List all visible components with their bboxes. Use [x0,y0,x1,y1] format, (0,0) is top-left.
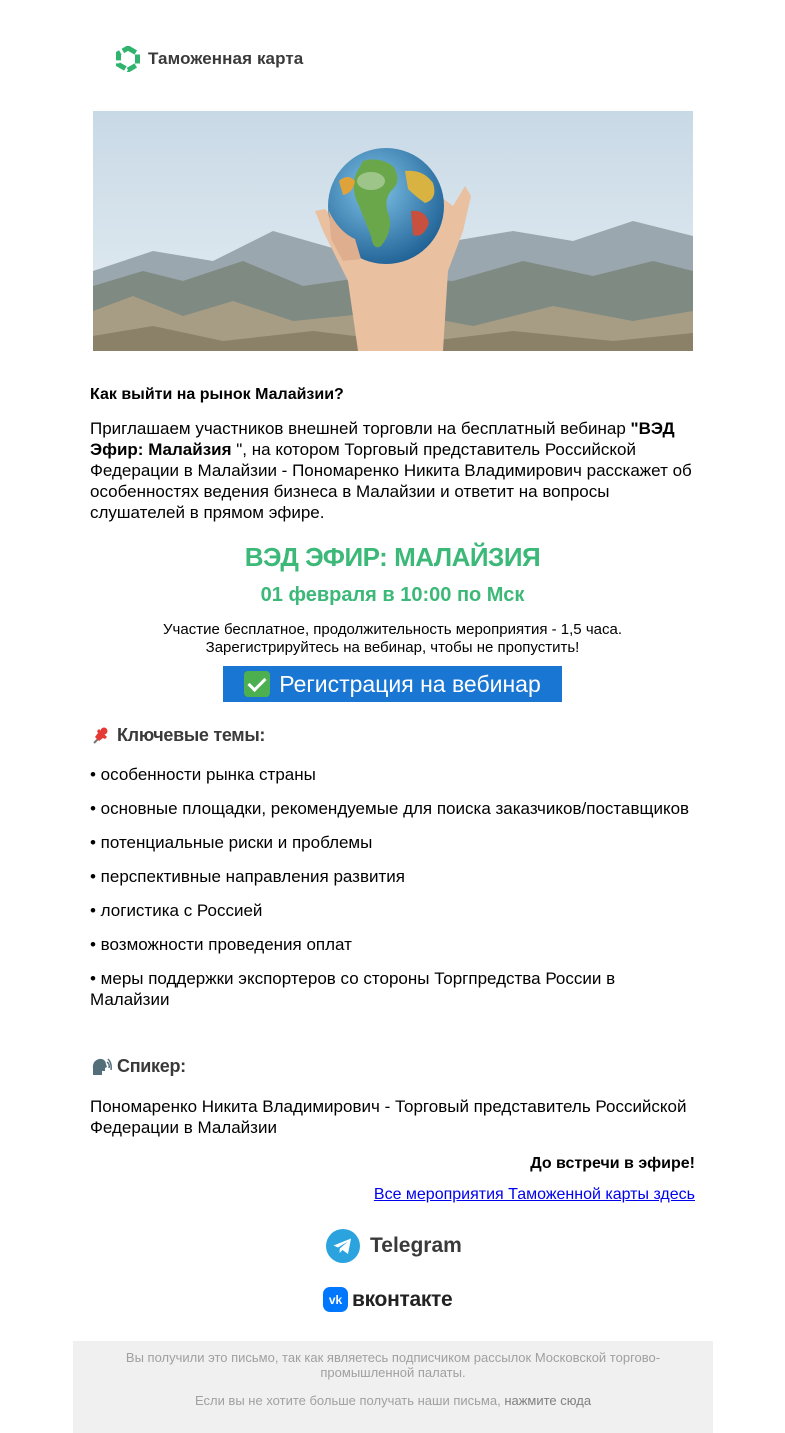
list-item: • возможности проведения оплат [90,935,352,954]
closing-text: До встречи в эфире! [530,1155,695,1172]
intro-text-start: Приглашаем участников внешней торговли на бесплатный вебинар [90,419,631,438]
speaking-head-icon [90,1055,112,1077]
list-item: • особенности рынка страны [90,765,316,784]
vk-icon: vk [323,1287,348,1312]
list-item: • основные площадки, рекомендуемые для поиска заказчиков/поставщиков [90,799,690,818]
list-item: • потенциальные риски и проблемы [90,833,373,852]
topics-heading [90,724,265,746]
unsubscribe-link[interactable]: нажмите сюда [504,1393,592,1408]
globe-in-hand-photo [93,111,693,351]
speaker-text: Пономаренко Никита Владимирович - Торговый представитель Российской Федерации в Малайзии [90,1097,687,1137]
event-date: 01 февраля в 10:00 по Мск [260,584,525,606]
event-info-line: Зарегистрируйтесь на вебинар, чтобы не пропустить! [205,639,580,656]
vk-label: вконтакте [352,1287,453,1311]
hero-image [93,111,693,351]
list-item: • логистика с Россией [90,901,263,920]
list-item: • меры поддержки экспортеров со стороны Торгпредства России в Малайзии [90,969,616,1009]
event-title: ВЭД ЭФИР: МАЛАЙЗИЯ [244,542,541,572]
event-info [90,621,695,657]
event-info-line: Участие бесплатное, продолжительность мероприятия - 1,5 часа. [163,621,622,638]
footer-unsub-text: Если вы не хотите больше получать наши письма, [194,1393,505,1408]
brand-logo[interactable] [115,45,303,73]
intro-text-end: ", на котором Торговый представитель Российской Федерации в Малайзии - Пономаренко Никита Владимирович расскажет об особенностях ведения бизнеса в Малайзии и ответит на вопросы слушателей в прямом эфире. [90,440,692,522]
register-button[interactable] [223,666,562,702]
footer [73,1341,713,1433]
footer-unsubscribe [123,1393,663,1408]
pushpin-icon [90,724,112,746]
telegram-link[interactable] [326,1229,462,1263]
check-mark-icon [244,671,270,697]
all-events-link[interactable]: Все мероприятия Таможенной карты здесь [373,1186,695,1203]
topics-heading-label: Ключевые темы: [117,724,266,745]
brand-name: Таможенная карта [148,49,304,68]
speaker-heading [90,1055,186,1077]
question-title: Как выйти на рынок Малайзии? [90,386,344,403]
register-button-label: Регистрация на вебинар [279,670,541,697]
topics-list [90,764,695,1023]
intro-paragraph [90,418,695,523]
telegram-label: Telegram [370,1234,462,1257]
speaker-heading-label: Спикер: [117,1055,186,1076]
webinar-name: "ВЭД Эфир: Малайзия [90,419,675,459]
footer-reason: Вы получили это письмо, так как являетесь подписчиком рассылок Московской торгово-промышленной палаты. [125,1350,661,1380]
list-item: • перспективные направления развития [90,867,405,886]
customs-card-logo-icon [115,46,141,72]
vk-link[interactable] [323,1287,452,1312]
telegram-icon [326,1229,360,1263]
